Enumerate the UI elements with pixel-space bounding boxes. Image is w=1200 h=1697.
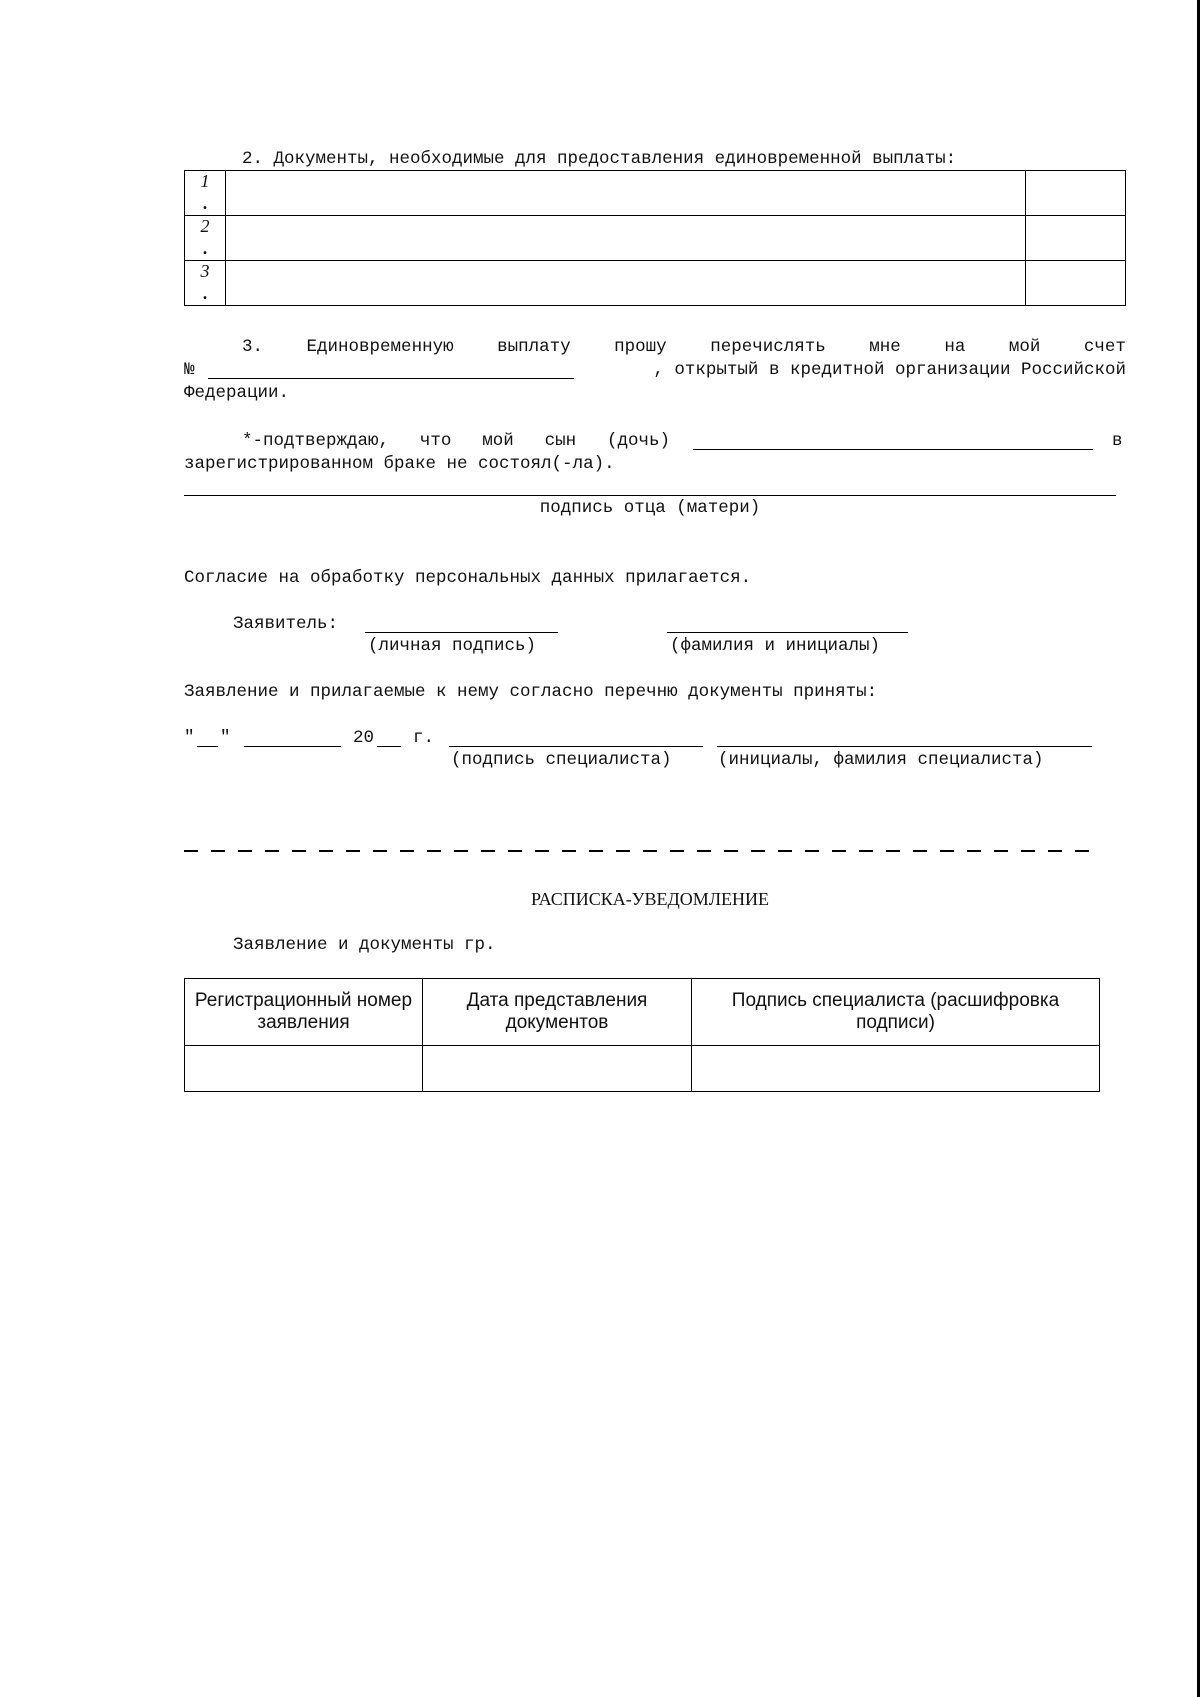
header-submission-date: Дата представления документов [423,979,692,1046]
cut-line [184,850,1092,852]
row-number-cell [185,216,226,261]
word: Единовременную [306,337,454,357]
document-extra-cell[interactable] [1026,216,1126,261]
date-day-field[interactable] [197,746,218,747]
word: выплату [497,337,571,357]
confirm-line1 [242,431,670,451]
applicant-signature-caption: (личная подпись) [368,636,537,656]
parent-signature-caption: подпись отца (матери) [539,498,761,518]
parent-signature-field[interactable] [184,495,1116,496]
word: перечислять [710,337,826,357]
table-header-row [185,979,1100,1046]
table-row [185,261,1126,306]
specialist-signature-field[interactable] [449,746,703,747]
word: сын [544,431,577,451]
date-quote-open: " [184,728,195,748]
header-registration-number: Регистрационный номер заявления [185,979,423,1046]
accepted-text: Заявление и прилагаемые к нему согласно перечню документы приняты: [184,682,878,702]
child-name-field[interactable] [693,449,1093,450]
table-row [185,171,1126,216]
applicant-name-field[interactable] [667,632,908,633]
specialist-name-caption: (инициалы, фамилия специалиста) [718,750,1044,770]
date-year-suffix: г. [413,728,435,748]
document-extra-cell[interactable] [1026,261,1126,306]
document-name-cell[interactable] [226,171,1026,216]
row-number-cell [185,171,226,216]
specialist-signature-caption: (подпись специалиста) [451,750,672,770]
row-number-cell [185,261,226,306]
date-year-prefix: 20 [353,728,375,748]
confirm-line2: зарегистрированном браке не состоял(-ла). [184,454,615,474]
document-name-cell[interactable] [226,261,1026,306]
submission-date-cell[interactable] [423,1046,692,1092]
word: мой [1008,337,1041,357]
date-year-field[interactable] [377,746,401,747]
number-sign: № [184,360,195,380]
specialist-name-field[interactable] [717,746,1092,747]
row-number-dot: . [202,193,208,213]
table-row [185,216,1126,261]
receipt-intro: Заявление и документы гр. [233,935,496,955]
section2-heading: 2. Документы, необходимые для предоставления единовременной выплаты: [242,149,957,169]
date-quote-close: " [220,728,231,748]
account-number-field[interactable] [208,378,574,379]
row-number: 2 [200,216,210,236]
registration-number-cell[interactable] [185,1046,423,1092]
row-number: 1 [200,171,210,191]
section3-line2-text: , открытый в кредитной организации Российской [653,360,1126,380]
confirm-line1-end: в [1112,431,1123,451]
document-extra-cell[interactable] [1026,171,1126,216]
row-number-dot: . [202,238,208,258]
document-name-cell[interactable] [226,216,1026,261]
consent-text: Согласие на обработку персональных данных прилагается. [184,568,752,588]
word: прошу [614,337,667,357]
applicant-signature-field[interactable] [365,632,558,633]
word: *-подтверждаю, [242,431,390,451]
documents-table [184,170,1126,306]
word: (дочь) [606,431,670,451]
receipt-table [184,978,1100,1092]
word: 3. [242,337,264,357]
specialist-signature-cell[interactable] [692,1046,1100,1092]
applicant-name-caption: (фамилия и инициалы) [670,636,881,656]
date-month-field[interactable] [244,746,341,747]
row-number: 3 [200,261,210,281]
word: на [944,337,966,357]
row-number-dot: . [202,283,208,303]
word: мой [482,431,514,451]
section3-line1 [242,337,1126,357]
word: что [419,431,452,451]
applicant-label: Заявитель: [233,614,339,634]
receipt-title: РАСПИСКА-УВЕДОМЛЕНИЕ [530,889,770,909]
word: счет [1083,337,1126,357]
header-specialist-signature: Подпись специалиста (расшифровка подписи) [692,979,1100,1046]
section3-line3: Федерации. [184,383,290,403]
word: мне [869,337,901,357]
table-row [185,1046,1100,1092]
